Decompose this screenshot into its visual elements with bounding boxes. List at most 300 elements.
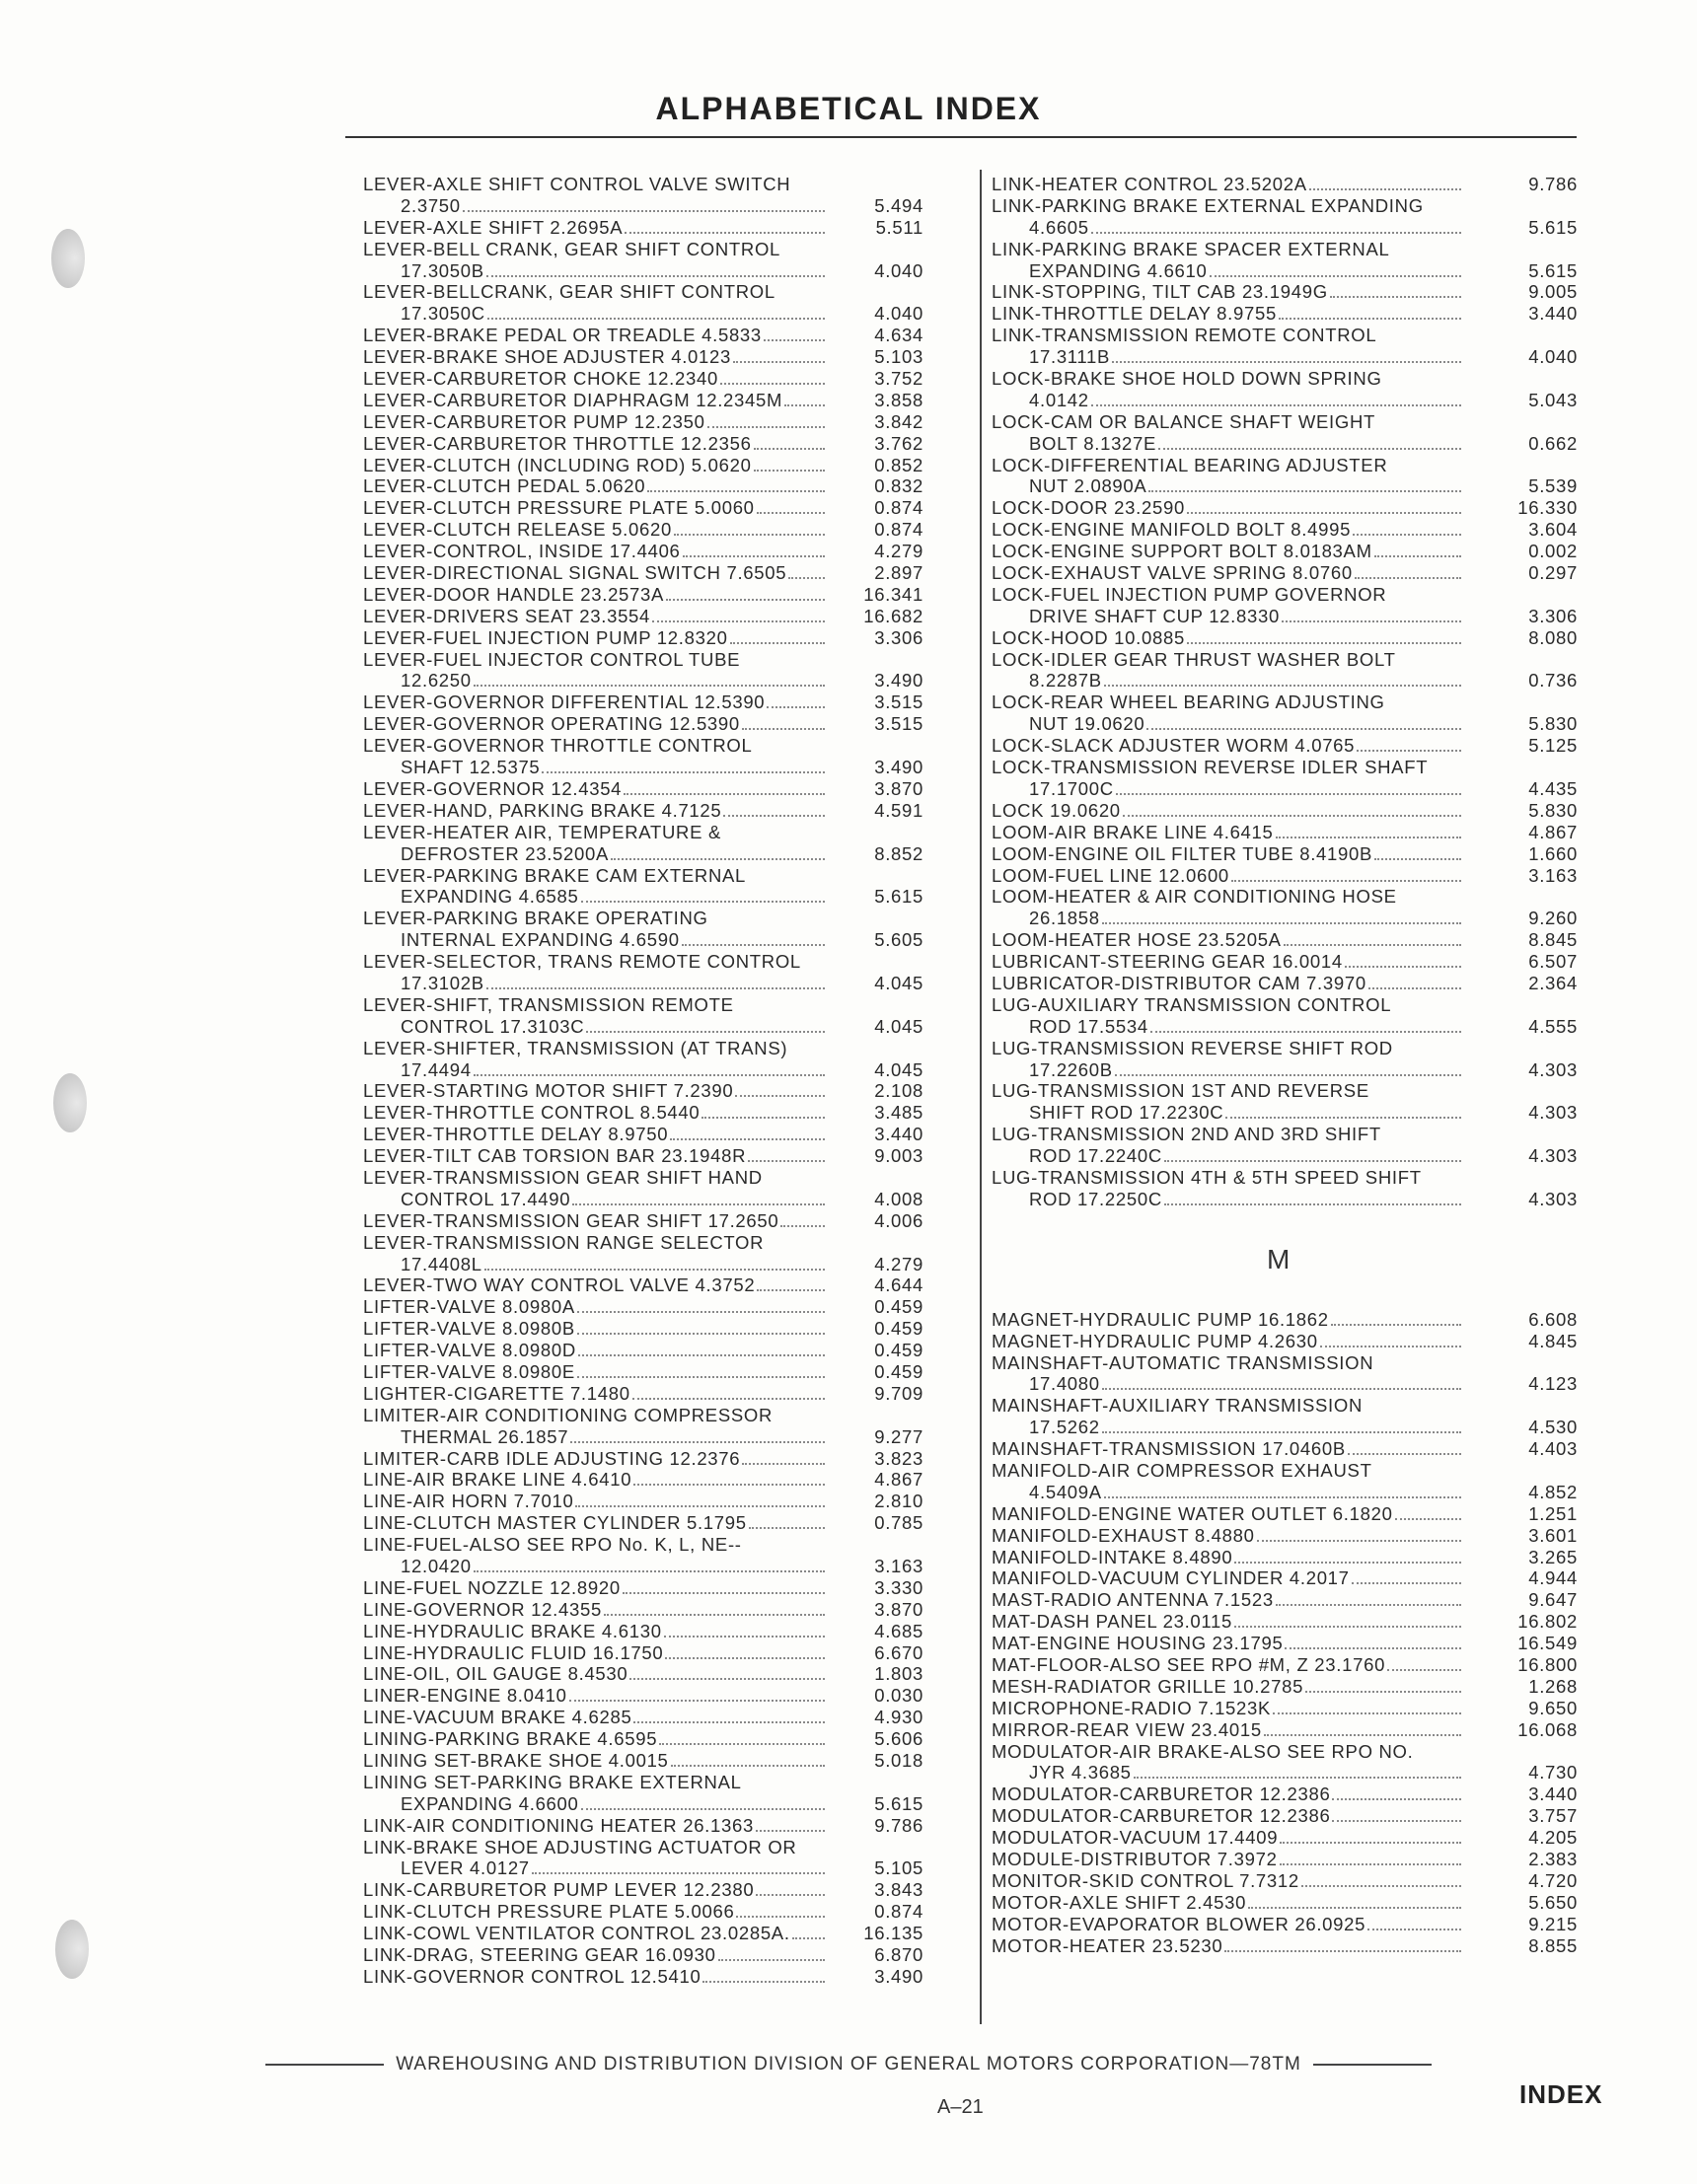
- dot-leader: [1352, 1582, 1461, 1584]
- entry-line: [992, 822, 1465, 843]
- entry-line: [992, 1438, 1465, 1460]
- page-reference: 16.802: [1517, 1611, 1578, 1633]
- entry-text: LEVER-AXLE SHIFT CONTROL VALVE SWITCH: [363, 174, 791, 194]
- entry-line: [363, 497, 829, 519]
- dot-leader: [1280, 1863, 1461, 1865]
- entry-line: [363, 1491, 829, 1512]
- dot-leader: [1280, 1842, 1461, 1844]
- entry-text: LINE-GOVERNOR 12.4355: [363, 1598, 602, 1620]
- entry-line: [992, 1762, 1465, 1784]
- entry-line: [363, 325, 829, 346]
- entry-text: SHIFT ROD 17.2230C: [1029, 1102, 1224, 1124]
- entry-line: [992, 1676, 1465, 1698]
- entry-text: LINK-CARBURETOR PUMP LEVER 12.2380: [363, 1879, 755, 1901]
- page-reference: 3.823: [874, 1447, 923, 1469]
- dot-leader: [1231, 880, 1461, 882]
- entry-line: [992, 843, 1465, 865]
- entry-text: MICROPHONE-RADIO 7.1523K: [992, 1697, 1272, 1718]
- entry-text: LOCK-DOOR 23.2590: [992, 497, 1185, 519]
- index-entry: [363, 1534, 955, 1577]
- entry-line: [992, 281, 1465, 303]
- entry-line: [992, 584, 1465, 606]
- entry-text: LEVER-AXLE SHIFT 2.2695A: [363, 216, 624, 238]
- entry-text: LINK-GOVERNOR CONTROL 12.5410: [363, 1965, 701, 1987]
- page-reference: 5.043: [1528, 389, 1578, 410]
- entry-text: LEVER-GOVERNOR THROTTLE CONTROL: [363, 735, 753, 757]
- entry-text: LEVER-CARBURETOR DIAPHRAGM 12.2345M: [363, 389, 783, 410]
- dot-leader: [1248, 1907, 1461, 1909]
- entry-text: LEVER-STARTING MOTOR SHIFT 7.2390: [363, 1080, 734, 1102]
- entry-line: [992, 239, 1465, 260]
- page-reference: 9.786: [1528, 174, 1578, 194]
- page-reference: 9.709: [874, 1382, 923, 1404]
- dot-leader: [474, 685, 825, 687]
- dot-leader: [1104, 1496, 1461, 1498]
- entry-line: [992, 562, 1465, 584]
- index-entry: [992, 239, 1586, 282]
- entry-line: [992, 1719, 1465, 1741]
- page-reference: 0.662: [1528, 432, 1578, 454]
- page-reference: 2.810: [874, 1491, 923, 1512]
- index-entry: [992, 1870, 1586, 1892]
- dot-leader: [720, 383, 825, 385]
- page-reference: 9.647: [1528, 1589, 1578, 1611]
- entry-line: [363, 217, 829, 239]
- entry-line: [363, 735, 829, 757]
- entry-text: LINK-HEATER CONTROL 23.5202A: [992, 174, 1307, 194]
- page-reference: 5.539: [1528, 475, 1578, 497]
- page-reference: 3.163: [874, 1556, 923, 1576]
- index-entry: [992, 584, 1586, 627]
- page-reference: 5.615: [1528, 259, 1578, 281]
- page-reference: 5.615: [1528, 216, 1578, 238]
- index-entry: [363, 475, 955, 497]
- dot-leader: [1224, 1950, 1461, 1952]
- page-reference: 4.852: [1528, 1481, 1578, 1502]
- entry-line: [992, 1654, 1465, 1676]
- dot-leader: [1284, 944, 1461, 946]
- entry-text: CONTROL 17.3103C: [401, 1015, 585, 1037]
- dot-leader: [575, 1505, 825, 1507]
- entry-line: [992, 1567, 1465, 1589]
- page-reference: 3.757: [1528, 1805, 1578, 1827]
- page-reference: 0.874: [874, 497, 923, 519]
- entry-text: LEVER-HAND, PARKING BRAKE 4.7125: [363, 799, 722, 821]
- entry-text: MODULATOR-VACUUM 17.4409: [992, 1827, 1279, 1849]
- entry-text: LIFTER-VALVE 8.0980A: [363, 1296, 575, 1318]
- dot-leader: [1187, 512, 1461, 514]
- page-reference: 4.205: [1528, 1827, 1578, 1849]
- page-reference: 5.018: [874, 1750, 923, 1772]
- page-reference: 4.008: [874, 1188, 923, 1209]
- index-entry: [992, 1654, 1586, 1676]
- dot-leader: [572, 1203, 825, 1205]
- section-l-entries: [992, 174, 1586, 1210]
- dot-leader: [577, 1311, 825, 1313]
- page-reference: 16.682: [863, 605, 923, 626]
- entry-text: LOOM-ENGINE OIL FILTER TUBE 8.4190B: [992, 842, 1373, 864]
- entry-line: [363, 1534, 829, 1556]
- page-reference: 0.874: [874, 519, 923, 541]
- page-reference: 8.845: [1528, 929, 1578, 951]
- entry-line: [992, 973, 1465, 994]
- entry-line: [363, 174, 829, 195]
- dot-leader: [659, 1743, 825, 1745]
- entry-line: [992, 497, 1465, 519]
- dot-leader: [1116, 793, 1461, 795]
- index-entry: [992, 519, 1586, 541]
- page-reference: 4.045: [874, 972, 923, 993]
- entry-line: [992, 627, 1465, 649]
- dot-leader: [670, 1138, 825, 1140]
- index-entry: [363, 627, 955, 649]
- index-entry: [992, 1460, 1586, 1503]
- entry-text: LOCK 19.0620: [992, 799, 1121, 821]
- entry-text: LIFTER-VALVE 8.0980E: [363, 1360, 575, 1382]
- index-entry: [363, 1491, 955, 1512]
- page-reference: 0.832: [874, 475, 923, 497]
- index-entry: [992, 1827, 1586, 1849]
- index-entry: [363, 1707, 955, 1728]
- entry-text: ROD 17.2240C: [1029, 1145, 1162, 1167]
- entry-line: [363, 281, 829, 303]
- dot-leader: [1355, 577, 1461, 579]
- index-entry: [992, 1849, 1586, 1870]
- entry-line: [363, 390, 829, 411]
- entry-text: LINE-FUEL-ALSO SEE RPO No. K, L, NE--: [363, 1534, 742, 1556]
- index-entry: [363, 865, 955, 909]
- page-reference: 3.330: [874, 1576, 923, 1598]
- entry-line: [992, 1633, 1465, 1654]
- dot-leader: [577, 1333, 825, 1335]
- entry-text: LEVER-BRAKE SHOE ADJUSTER 4.0123: [363, 346, 732, 368]
- entry-text: LUG-TRANSMISSION 4TH & 5TH SPEED SHIFT: [992, 1166, 1422, 1188]
- entry-text: LINING SET-PARKING BRAKE EXTERNAL: [363, 1771, 742, 1792]
- page-reference: 4.845: [1528, 1330, 1578, 1351]
- dot-leader: [625, 232, 825, 234]
- entry-text: LINK-PARKING BRAKE EXTERNAL EXPANDING: [992, 194, 1424, 216]
- entry-line: [363, 973, 829, 994]
- index-entry: [363, 1685, 955, 1707]
- dot-leader: [1374, 555, 1461, 557]
- entry-text: LINE-VACUUM BRAKE 4.6285: [363, 1707, 632, 1728]
- entry-line: [992, 303, 1465, 325]
- index-entry: [992, 800, 1586, 822]
- entry-text: LUBRICATOR-DISTRIBUTOR CAM 7.3970: [992, 972, 1366, 993]
- page-reference: 0.736: [1528, 670, 1578, 692]
- page-reference: 16.330: [1517, 497, 1578, 519]
- page-reference: 4.040: [874, 259, 923, 281]
- entry-line: [992, 455, 1465, 476]
- entry-text: 17.3102B: [401, 972, 484, 993]
- entry-line: [363, 1340, 829, 1361]
- entry-line: [363, 1642, 829, 1664]
- dot-leader: [1301, 1885, 1461, 1887]
- page-reference: 4.730: [1528, 1762, 1578, 1784]
- page-reference: 16.341: [863, 583, 923, 605]
- page-reference: 3.604: [1528, 519, 1578, 541]
- entry-text: LOCK-ENGINE SUPPORT BOLT 8.0183AM: [992, 541, 1372, 562]
- page-reference: 0.459: [874, 1360, 923, 1382]
- page-reference: 9.260: [1528, 908, 1578, 929]
- entry-text: LUG-AUXILIARY TRANSMISSION CONTROL: [992, 993, 1392, 1015]
- dot-leader: [767, 706, 825, 708]
- dot-leader: [1164, 1160, 1461, 1162]
- entry-line: [992, 1124, 1465, 1145]
- entry-line: [363, 1837, 829, 1858]
- entry-line: [992, 475, 1465, 497]
- index-entry: [363, 346, 955, 368]
- dot-leader: [754, 448, 825, 450]
- entry-text: 2.3750: [401, 194, 461, 216]
- entry-line: [992, 1059, 1465, 1081]
- entry-line: [992, 908, 1465, 929]
- page-reference: 4.040: [1528, 346, 1578, 368]
- entry-line: [992, 433, 1465, 455]
- dot-leader: [1104, 685, 1461, 687]
- entry-line: [363, 886, 829, 908]
- entry-line: [992, 174, 1465, 195]
- index-entry: [363, 713, 955, 735]
- entry-text: LUG-TRANSMISSION REVERSE SHIFT ROD: [992, 1037, 1393, 1058]
- entry-line: [363, 1599, 829, 1621]
- entry-text: 17.3050C: [401, 303, 485, 325]
- entry-line: [363, 195, 829, 217]
- index-entry: [363, 649, 955, 692]
- entry-line: [363, 1124, 829, 1145]
- entry-line: [363, 411, 829, 433]
- entry-text: LEVER-TILT CAB TORSION BAR 23.1948R: [363, 1145, 747, 1167]
- entry-text: 17.3111B: [1029, 346, 1111, 368]
- index-entry: [992, 1719, 1586, 1741]
- entry-line: [363, 757, 829, 778]
- dot-leader: [652, 620, 825, 622]
- index-entry: [363, 1599, 955, 1621]
- entry-text: LEVER-BELLCRANK, GEAR SHIFT CONTROL: [363, 281, 775, 303]
- entry-line: [363, 1901, 829, 1923]
- entry-line: [363, 1448, 829, 1470]
- page-reference: 4.944: [1528, 1567, 1578, 1589]
- page-reference: 0.852: [874, 454, 923, 475]
- entry-text: LUG-TRANSMISSION 1ST AND REVERSE: [992, 1080, 1369, 1102]
- entry-text: 17.1700C: [1029, 777, 1114, 799]
- entry-line: [363, 908, 829, 929]
- page-reference: 4.644: [874, 1274, 923, 1296]
- entry-text: MODULATOR-CARBURETOR 12.2386: [992, 1784, 1331, 1805]
- dot-leader: [1210, 275, 1461, 277]
- dot-leader: [1309, 188, 1461, 190]
- entry-text: LUBRICANT-STEERING GEAR 16.0014: [992, 951, 1343, 973]
- index-entry: [363, 1361, 955, 1383]
- entry-text: LIMITER-CARB IDLE ADJUSTING 12.2376: [363, 1447, 741, 1469]
- right-column: [992, 174, 1586, 1956]
- entry-line: [363, 562, 829, 584]
- dot-leader: [718, 1959, 825, 1961]
- index-entry: [363, 800, 955, 822]
- index-entry: [992, 174, 1586, 195]
- index-entry: [992, 1167, 1586, 1210]
- entry-text: LOCK-ENGINE MANIFOLD BOLT 8.4995: [992, 519, 1352, 541]
- dot-leader: [1368, 987, 1461, 989]
- index-entry: [363, 1879, 955, 1901]
- page-reference: 9.005: [1528, 281, 1578, 303]
- page-reference: 5.830: [1528, 713, 1578, 735]
- entry-line: [363, 1707, 829, 1728]
- index-entry: [363, 908, 955, 951]
- entry-line: [363, 475, 829, 497]
- index-entry: [363, 778, 955, 800]
- page-reference: 4.045: [874, 1015, 923, 1037]
- page-reference: 4.867: [1528, 821, 1578, 842]
- dot-leader: [632, 1398, 825, 1400]
- page-reference: 4.720: [1528, 1869, 1578, 1891]
- entry-text: MAT-DASH PANEL 23.0115: [992, 1611, 1233, 1633]
- entry-text: LIFTER-VALVE 8.0980B: [363, 1318, 575, 1340]
- entry-text: LINK-BRAKE SHOE ADJUSTING ACTUATOR OR: [363, 1836, 797, 1857]
- entry-text: LEVER-CLUTCH PRESSURE PLATE 5.0060: [363, 497, 755, 519]
- index-entry: [363, 1145, 955, 1167]
- entry-text: JYR 4.3685: [1029, 1762, 1132, 1784]
- entry-line: [992, 1038, 1465, 1059]
- dot-leader: [749, 1527, 825, 1529]
- entry-line: [992, 606, 1465, 627]
- entry-text: LIMITER-AIR CONDITIONING COMPRESSOR: [363, 1404, 774, 1425]
- entry-line: [992, 778, 1465, 800]
- index-entry: [363, 1318, 955, 1340]
- index-entry: [992, 1309, 1586, 1331]
- index-entry: [363, 562, 955, 584]
- entry-line: [363, 713, 829, 735]
- entry-line: [992, 735, 1465, 757]
- index-entry: [363, 1296, 955, 1318]
- dot-leader: [1225, 1117, 1461, 1119]
- dot-leader: [666, 599, 825, 601]
- index-entry: [992, 1080, 1586, 1124]
- index-entry: [363, 1383, 955, 1405]
- entry-text: LINER-ENGINE 8.0410: [363, 1685, 567, 1707]
- dot-leader: [474, 1074, 825, 1076]
- entry-text: LIFTER-VALVE 8.0980D: [363, 1340, 576, 1361]
- entry-text: MIRROR-REAR VIEW 23.4015: [992, 1718, 1262, 1740]
- page-reference: 6.870: [874, 1944, 923, 1966]
- entry-line: [363, 1512, 829, 1534]
- entry-text: LEVER-CARBURETOR CHOKE 12.2340: [363, 368, 718, 390]
- index-entry: [363, 1621, 955, 1642]
- index-entry: [363, 994, 955, 1038]
- index-entry: [992, 1589, 1586, 1611]
- entry-line: [992, 1547, 1465, 1568]
- index-entry: [992, 1633, 1586, 1654]
- entry-line: [363, 1728, 829, 1750]
- dot-leader: [1332, 1798, 1461, 1800]
- entry-text: MANIFOLD-VACUUM CYLINDER 4.2017: [992, 1567, 1350, 1589]
- dot-leader: [1285, 1647, 1461, 1649]
- entry-text: 17.3050B: [401, 259, 484, 281]
- page-reference: 4.045: [874, 1058, 923, 1080]
- index-entry: [363, 1274, 955, 1296]
- index-entry: [992, 1914, 1586, 1935]
- page-reference: 3.490: [874, 1965, 923, 1987]
- index-entry: [363, 1232, 955, 1275]
- entry-line: [363, 606, 829, 627]
- entry-line: [363, 303, 829, 325]
- entry-line: [992, 800, 1465, 822]
- dot-leader: [474, 1570, 825, 1572]
- dot-leader: [1276, 1604, 1461, 1606]
- page-reference: 5.606: [874, 1728, 923, 1750]
- dot-leader: [486, 275, 825, 277]
- entry-text: LINK-DRAG, STEERING GEAR 16.0930: [363, 1944, 716, 1966]
- entry-line: [363, 1210, 829, 1232]
- dot-leader: [671, 1765, 825, 1767]
- index-entry: [363, 1750, 955, 1772]
- index-entry: [363, 1944, 955, 1966]
- index-entry: [992, 303, 1586, 325]
- entry-line: [363, 843, 829, 865]
- dot-leader: [1187, 642, 1461, 644]
- index-entry: [363, 606, 955, 627]
- index-entry: [992, 1547, 1586, 1568]
- index-entry: [992, 281, 1586, 303]
- entry-text: 12.0420: [401, 1556, 472, 1576]
- dot-leader: [1257, 1540, 1461, 1542]
- entry-line: [363, 1772, 829, 1793]
- entry-line: [363, 865, 829, 887]
- index-entry: [363, 174, 955, 217]
- dot-leader: [701, 1117, 825, 1119]
- entry-text: LEVER-THROTTLE CONTROL 8.5440: [363, 1102, 701, 1124]
- dot-leader: [570, 1441, 825, 1443]
- page-reference: 5.105: [874, 1857, 923, 1879]
- index-entry: [363, 1340, 955, 1361]
- dot-leader: [723, 815, 825, 817]
- dot-leader: [1102, 922, 1461, 924]
- dot-leader: [756, 1830, 825, 1832]
- dot-leader: [1123, 815, 1461, 817]
- entry-line: [992, 1698, 1465, 1719]
- page-reference: 2.364: [1528, 972, 1578, 993]
- entry-line: [992, 1309, 1465, 1331]
- entry-line: [363, 1426, 829, 1448]
- page-reference: 4.303: [1528, 1145, 1578, 1167]
- dot-leader: [532, 1872, 825, 1874]
- dot-leader: [1331, 1324, 1461, 1326]
- index-entry: [363, 217, 955, 239]
- left-column: [363, 174, 955, 1988]
- index-entry: [363, 584, 955, 606]
- entry-line: [992, 1016, 1465, 1038]
- index-entry: [992, 1784, 1586, 1805]
- index-tab-label: INDEX: [1519, 2079, 1603, 2109]
- entry-text: LUG-TRANSMISSION 2ND AND 3RD SHIFT: [992, 1124, 1381, 1145]
- dot-leader: [788, 577, 825, 579]
- page-reference: 2.383: [1528, 1849, 1578, 1870]
- dot-leader: [1102, 1431, 1461, 1433]
- entry-line: [363, 1189, 829, 1210]
- binder-hole-top: [51, 229, 85, 288]
- entry-text: MAGNET-HYDRAULIC PUMP 4.2630: [992, 1330, 1318, 1351]
- entry-line: [363, 1080, 829, 1102]
- entry-text: MODULE-DISTRIBUTOR 7.3972: [992, 1849, 1278, 1870]
- entry-line: [363, 1232, 829, 1254]
- page-reference: 6.670: [874, 1641, 923, 1663]
- page-reference: 3.870: [874, 777, 923, 799]
- dot-leader: [487, 318, 825, 320]
- entry-line: [992, 368, 1465, 390]
- dot-leader: [1332, 1820, 1461, 1822]
- index-entry: [992, 843, 1586, 865]
- entry-text: LEVER-DIRECTIONAL SIGNAL SWITCH 7.6505: [363, 562, 787, 584]
